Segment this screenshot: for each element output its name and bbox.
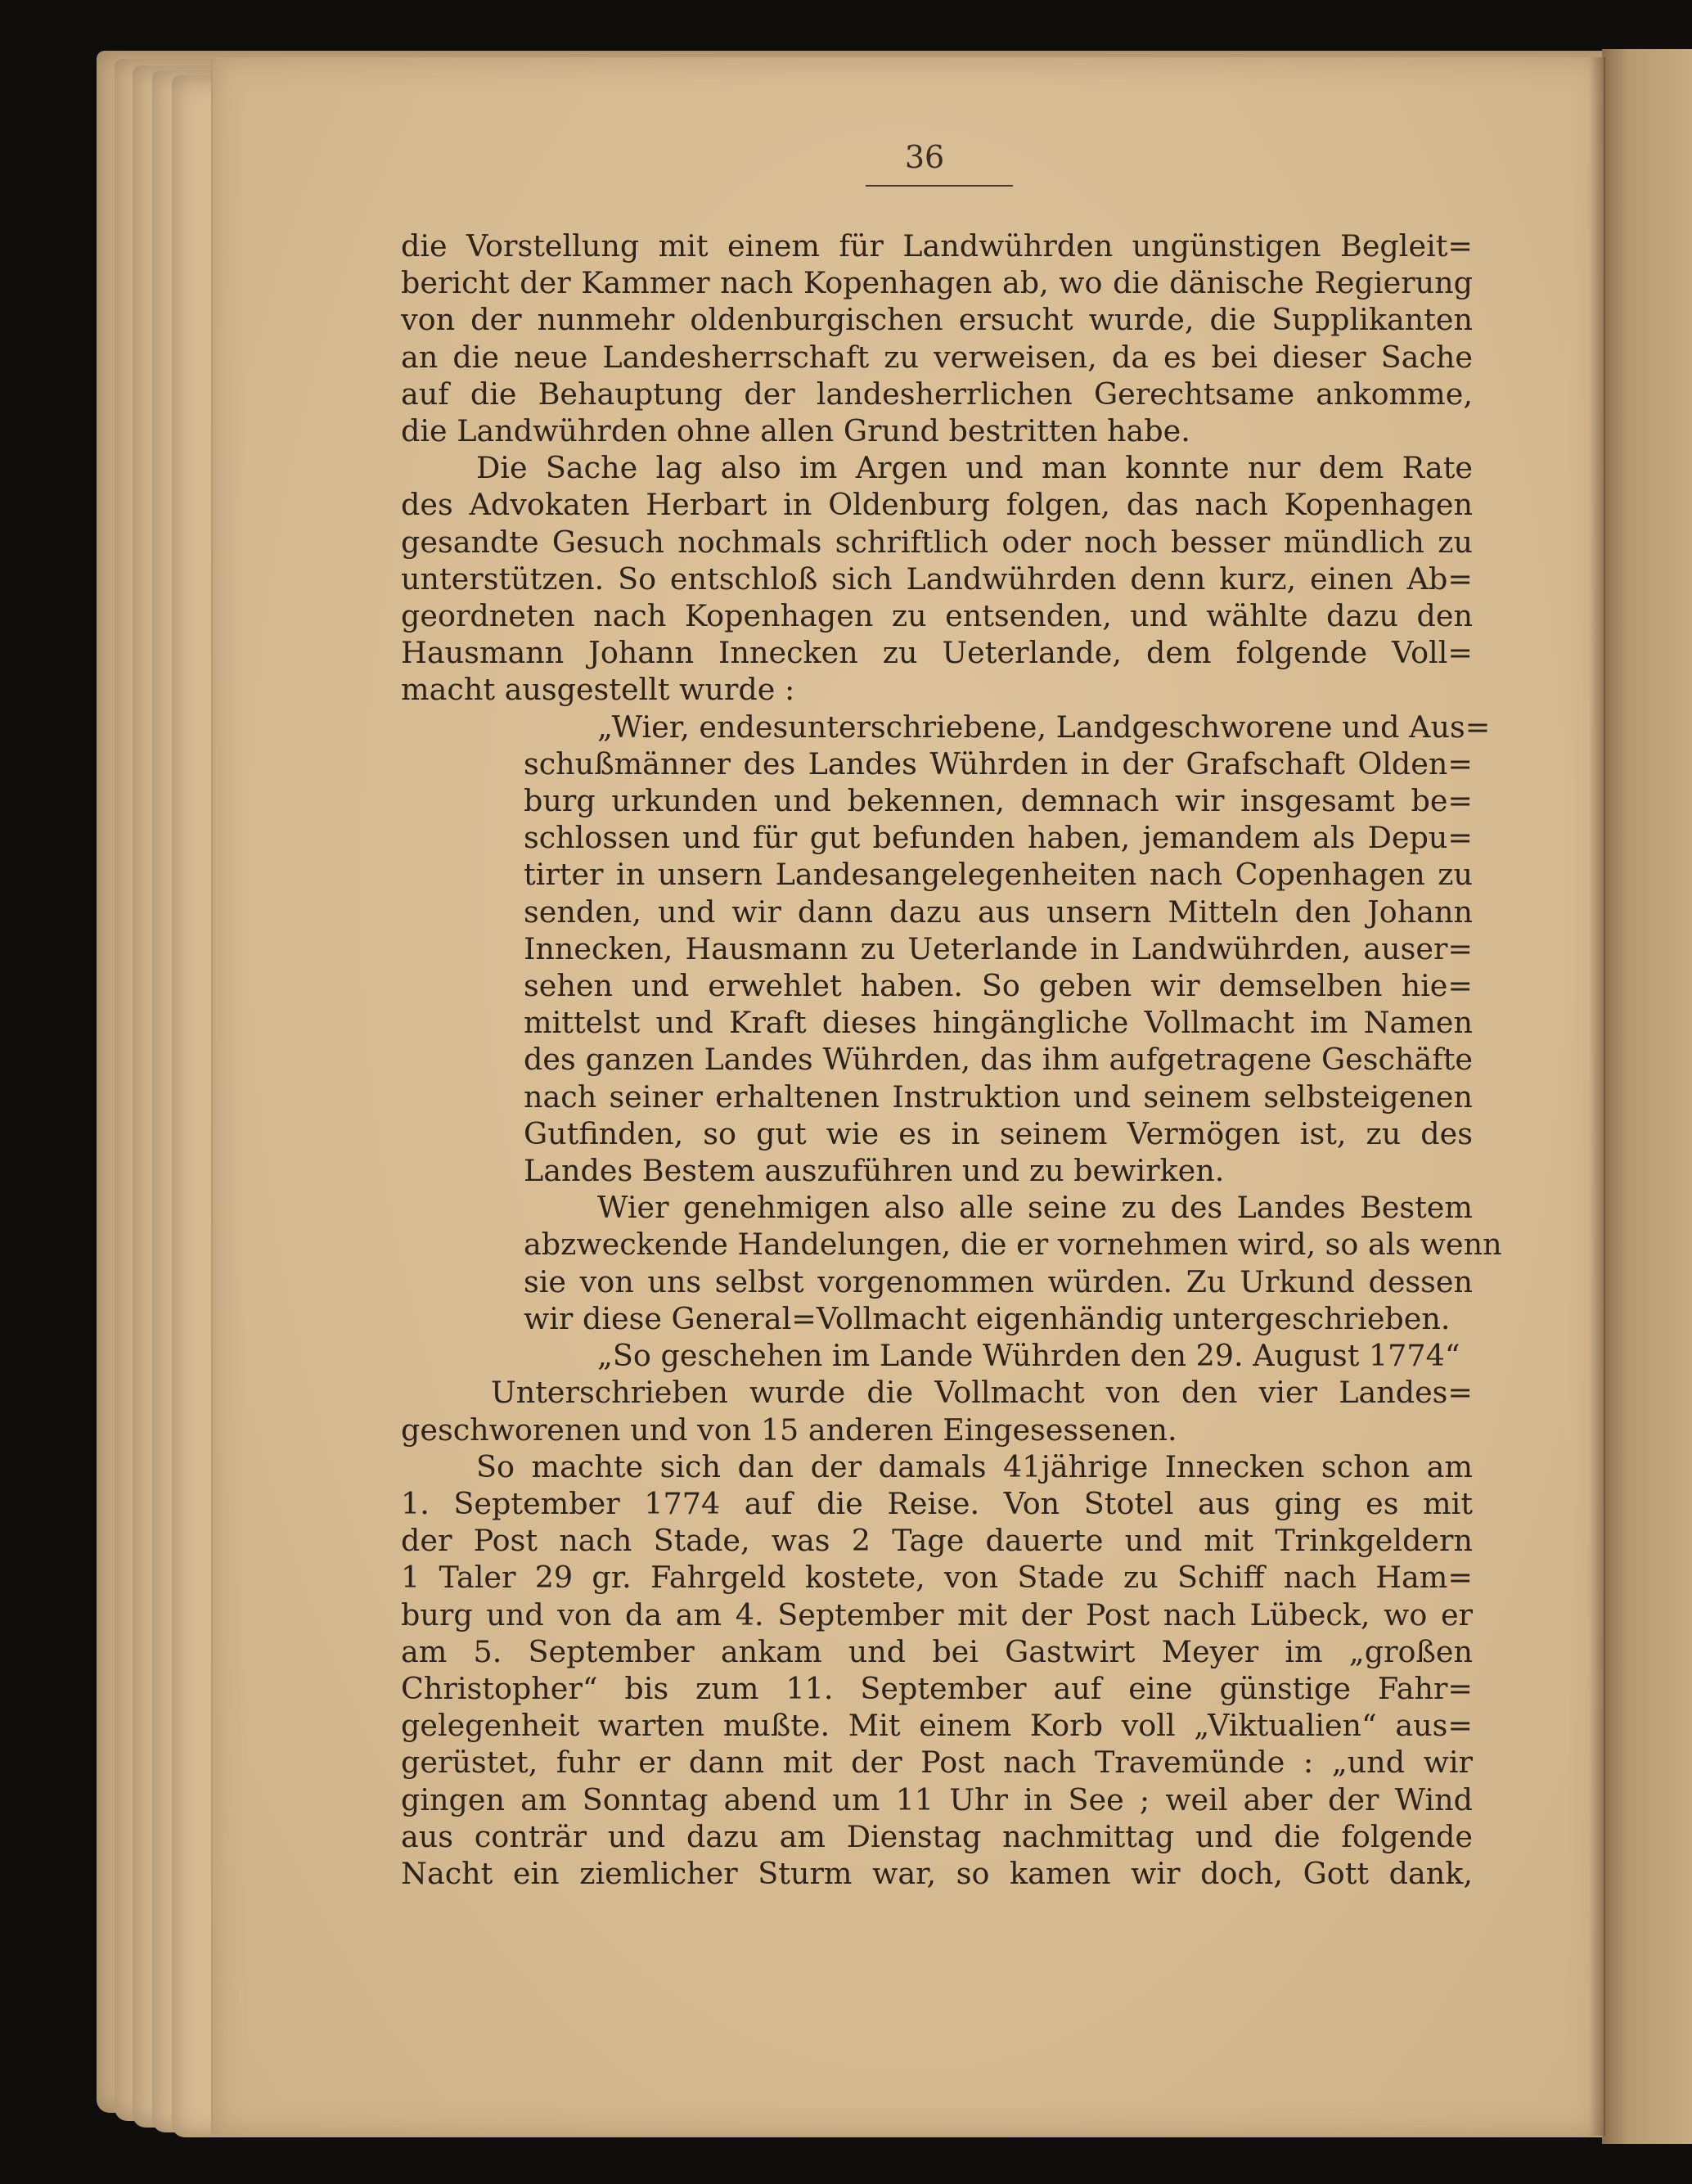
text-line: gesandte Gesuch nochmals schriftlich oder noch besser mündlich zu xyxy=(401,524,1473,560)
text-line: Nacht ein ziemlicher Sturm war, so kamen wir doch, Gott dank, xyxy=(401,1855,1473,1891)
text-line: von der nunmehr oldenburgischen ersucht wurde, die Supplikanten xyxy=(401,302,1473,338)
body-text xyxy=(401,227,1502,1892)
text-line: sie von uns selbst vorgenommen würden. Zu Urkund dessen xyxy=(524,1263,1473,1299)
text-line: der Post nach Stade, was 2 Tage dauerte und mit Trinkgeldern xyxy=(401,1523,1473,1559)
text-line: Christopher“ bis zum 11. September auf eine günstige Fahr= xyxy=(401,1670,1473,1706)
text-line: schußmänner des Landes Wührden in der Grafschaft Olden= xyxy=(524,745,1473,781)
text-line: Unterschrieben wurde die Vollmacht von den vier Landes= xyxy=(491,1375,1473,1411)
text-line: an die neue Landesherrschaft zu verweisen, da es bei dieser Sache xyxy=(401,339,1473,375)
text-line: unterstützen. So entschloß sich Landwührden denn kurz, einen Ab= xyxy=(401,561,1473,597)
book-gutter xyxy=(1602,49,1692,2144)
text-line: wir diese General=Vollmacht eigenhändig untergeschrieben. xyxy=(524,1300,1451,1336)
text-line: Landes Bestem auszuführen und zu bewirken. xyxy=(524,1153,1225,1189)
text-line: Wier genehmigen also alle seine zu des Landes Bestem xyxy=(597,1190,1473,1226)
text-line: gelegenheit warten mußte. Mit einem Korb voll „Viktualien“ aus= xyxy=(401,1708,1473,1744)
text-line: nach seiner erhaltenen Instruktion und seinem selbsteigenen xyxy=(524,1078,1473,1115)
text-line: Gutfinden, so gut wie es in seinem Vermögen ist, zu des xyxy=(524,1115,1473,1151)
text-line: des ganzen Landes Wührden, das ihm aufgetragene Geschäfte xyxy=(524,1042,1473,1078)
text-line: tirter in unsern Landesangelegenheiten nach Copenhagen zu xyxy=(524,857,1473,893)
page-number-rule xyxy=(866,185,1013,187)
text-line: gerüstet, fuhr er dann mit der Post nach Travemünde : „und wir xyxy=(401,1745,1473,1781)
text-line: bericht der Kammer nach Kopenhagen ab, wo die dänische Regierung xyxy=(401,265,1473,301)
text-line: abzweckende Handelungen, die er vornehmen wird, so als wenn xyxy=(524,1227,1502,1263)
text-line: Innecken, Hausmann zu Ueterlande in Landwührden, auser= xyxy=(524,930,1473,966)
text-line: mittelst und Kraft dieses hingängliche Vollmacht im Namen xyxy=(524,1005,1473,1041)
text-line: „So geschehen im Lande Wührden den 29. August 1774“ xyxy=(597,1338,1460,1374)
text-line: „Wier, endesunterschriebene, Landgeschworene und Aus= xyxy=(597,709,1491,745)
text-line: auf die Behauptung der landesherrlichen Gerechtsame ankomme, xyxy=(401,376,1473,412)
text-line: burg und von da am 4. September mit der Post nach Lübeck, wo er xyxy=(401,1596,1473,1632)
text-line: Die Sache lag also im Argen und man konnte nur dem Rate xyxy=(476,450,1473,486)
text-line: So machte sich dan der damals 41jährige Innecken schon am xyxy=(476,1448,1473,1484)
text-line: gingen am Sonntag abend um 11 Uhr in See ; weil aber der Wind xyxy=(401,1781,1473,1817)
gutter-shadow xyxy=(1589,57,1605,2136)
page-number: 36 xyxy=(904,139,945,175)
quoted-power-of-attorney xyxy=(491,709,1502,1412)
text-line: macht ausgestellt wurde : xyxy=(401,672,795,708)
text-line: 1 Taler 29 gr. Fahrgeld kostete, von Stade zu Schiff nach Ham= xyxy=(401,1560,1473,1596)
text-line: schlossen und für gut befunden haben, jemandem als Depu= xyxy=(524,820,1473,856)
text-line: geordneten nach Kopenhagen zu entsenden, und wählte dazu den xyxy=(401,598,1473,634)
text-line: des Advokaten Herbart in Oldenburg folgen, das nach Kopenhagen xyxy=(401,487,1473,523)
text-line: burg urkunden und bekennen, demnach wir insgesamt be= xyxy=(524,783,1473,819)
text-line: aus conträr und dazu am Dienstag nachmittag und die folgende xyxy=(401,1818,1473,1854)
text-line: am 5. September ankam und bei Gastwirt Meyer im „großen xyxy=(401,1633,1473,1669)
text-line: die Landwührden ohne allen Grund bestritten habe. xyxy=(401,413,1190,449)
text-line: die Vorstellung mit einem für Landwührden ungünstigen Begleit= xyxy=(401,228,1473,263)
text-line: geschworenen und von 15 anderen Eingesessenen. xyxy=(401,1412,1177,1448)
text-line: sehen und erwehlet haben. So geben wir demselben hie= xyxy=(524,968,1473,1004)
text-line: senden, und wir dann dazu aus unsern Mitteln den Johann xyxy=(524,894,1473,930)
text-line: 1. September 1774 auf die Reise. Von Stotel aus ging es mit xyxy=(401,1485,1473,1521)
text-line: Hausmann Johann Innecken zu Ueterlande, dem folgende Voll= xyxy=(401,635,1473,671)
